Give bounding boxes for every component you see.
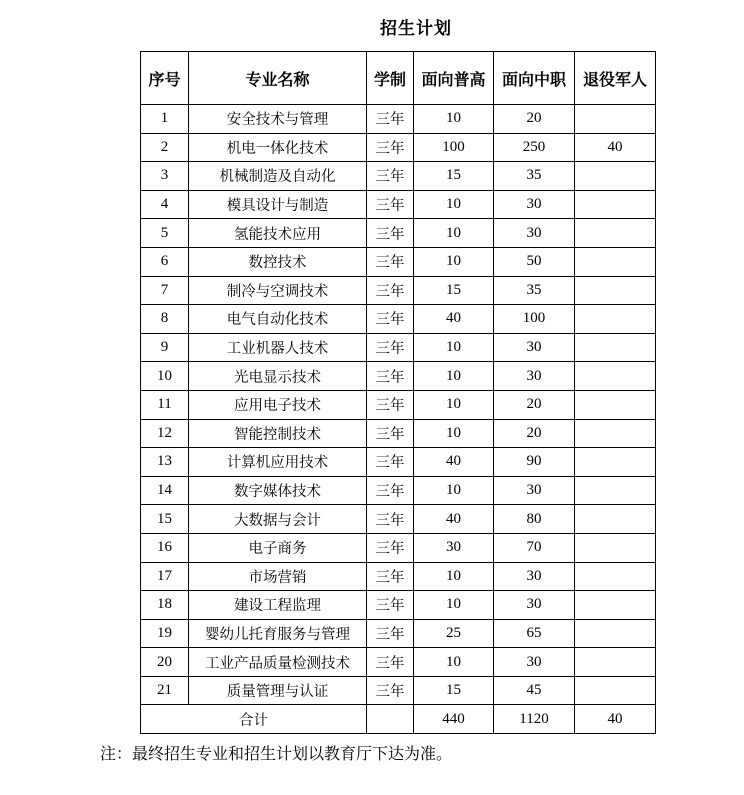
cell-vocational: 30 — [494, 333, 575, 362]
cell-index: 6 — [141, 247, 189, 276]
cell-veteran — [575, 276, 656, 305]
cell-vocational: 35 — [494, 162, 575, 191]
cell-general: 10 — [414, 333, 494, 362]
cell-veteran — [575, 533, 656, 562]
cell-duration: 三年 — [367, 305, 414, 334]
cell-veteran — [575, 362, 656, 391]
table-row — [141, 105, 656, 134]
cell-major: 婴幼儿托育服务与管理 — [189, 619, 367, 648]
cell-vocational: 30 — [494, 562, 575, 591]
cell-major: 计算机应用技术 — [189, 448, 367, 477]
cell-major: 应用电子技术 — [189, 390, 367, 419]
cell-general: 10 — [414, 190, 494, 219]
cell-veteran — [575, 476, 656, 505]
cell-general: 10 — [414, 247, 494, 276]
cell-vocational: 30 — [494, 190, 575, 219]
cell-major: 机械制造及自动化 — [189, 162, 367, 191]
footnote: 注：最终招生专业和招生计划以教育厅下达为准。 — [100, 744, 453, 763]
cell-duration: 三年 — [367, 333, 414, 362]
cell-major: 电子商务 — [189, 533, 367, 562]
cell-major: 电气自动化技术 — [189, 305, 367, 334]
table-row — [141, 562, 656, 591]
cell-major: 市场营销 — [189, 562, 367, 591]
cell-duration: 三年 — [367, 247, 414, 276]
table-row — [141, 162, 656, 191]
cell-general: 10 — [414, 219, 494, 248]
cell-major: 模具设计与制造 — [189, 190, 367, 219]
cell-duration: 三年 — [367, 619, 414, 648]
cell-general: 10 — [414, 648, 494, 677]
cell-general: 10 — [414, 390, 494, 419]
table-row — [141, 591, 656, 620]
cell-index: 15 — [141, 505, 189, 534]
cell-veteran — [575, 505, 656, 534]
table-row — [141, 419, 656, 448]
cell-index: 4 — [141, 190, 189, 219]
cell-general: 15 — [414, 676, 494, 705]
cell-index: 19 — [141, 619, 189, 648]
total-vocational: 1120 — [494, 705, 575, 734]
cell-major: 大数据与会计 — [189, 505, 367, 534]
cell-index: 18 — [141, 591, 189, 620]
table-header-row — [141, 52, 656, 105]
cell-index: 11 — [141, 390, 189, 419]
cell-index: 13 — [141, 448, 189, 477]
cell-duration: 三年 — [367, 648, 414, 677]
cell-veteran — [575, 591, 656, 620]
table-row — [141, 133, 656, 162]
table-row — [141, 505, 656, 534]
cell-general: 10 — [414, 362, 494, 391]
enrollment-plan-table — [140, 51, 656, 734]
cell-index: 12 — [141, 419, 189, 448]
cell-veteran — [575, 247, 656, 276]
cell-general: 30 — [414, 533, 494, 562]
table-row — [141, 476, 656, 505]
cell-index: 20 — [141, 648, 189, 677]
cell-vocational: 50 — [494, 247, 575, 276]
cell-veteran — [575, 390, 656, 419]
cell-veteran — [575, 448, 656, 477]
cell-index: 8 — [141, 305, 189, 334]
cell-vocational: 100 — [494, 305, 575, 334]
cell-major: 数字媒体技术 — [189, 476, 367, 505]
table-row — [141, 219, 656, 248]
total-label: 合计 — [141, 705, 367, 734]
cell-vocational: 30 — [494, 648, 575, 677]
cell-general: 10 — [414, 105, 494, 134]
cell-index: 3 — [141, 162, 189, 191]
cell-vocational: 30 — [494, 591, 575, 620]
total-row — [141, 705, 656, 734]
cell-vocational: 30 — [494, 476, 575, 505]
cell-veteran — [575, 419, 656, 448]
cell-vocational: 35 — [494, 276, 575, 305]
cell-veteran — [575, 162, 656, 191]
cell-index: 16 — [141, 533, 189, 562]
cell-veteran — [575, 333, 656, 362]
table-row — [141, 190, 656, 219]
cell-veteran — [575, 648, 656, 677]
cell-index: 5 — [141, 219, 189, 248]
table-row — [141, 676, 656, 705]
cell-general: 10 — [414, 419, 494, 448]
table-row — [141, 648, 656, 677]
cell-major: 安全技术与管理 — [189, 105, 367, 134]
cell-duration: 三年 — [367, 448, 414, 477]
table-row — [141, 362, 656, 391]
page-title: 招生计划 — [380, 19, 452, 39]
cell-index: 14 — [141, 476, 189, 505]
cell-duration: 三年 — [367, 190, 414, 219]
table-row — [141, 619, 656, 648]
cell-general: 10 — [414, 591, 494, 620]
cell-veteran — [575, 562, 656, 591]
cell-vocational: 20 — [494, 105, 575, 134]
cell-vocational: 30 — [494, 362, 575, 391]
cell-veteran — [575, 190, 656, 219]
cell-veteran — [575, 676, 656, 705]
total-veteran: 40 — [575, 705, 656, 734]
cell-vocational: 20 — [494, 390, 575, 419]
cell-major: 质量管理与认证 — [189, 676, 367, 705]
cell-vocational: 90 — [494, 448, 575, 477]
cell-veteran: 40 — [575, 133, 656, 162]
cell-general: 10 — [414, 476, 494, 505]
cell-duration: 三年 — [367, 505, 414, 534]
cell-duration: 三年 — [367, 533, 414, 562]
table-row — [141, 533, 656, 562]
cell-major: 智能控制技术 — [189, 419, 367, 448]
header-general: 面向普高 — [414, 52, 494, 105]
cell-index: 1 — [141, 105, 189, 134]
cell-vocational: 45 — [494, 676, 575, 705]
cell-major: 光电显示技术 — [189, 362, 367, 391]
cell-veteran — [575, 619, 656, 648]
cell-veteran — [575, 305, 656, 334]
cell-general: 40 — [414, 505, 494, 534]
cell-general: 40 — [414, 305, 494, 334]
cell-duration: 三年 — [367, 591, 414, 620]
cell-duration: 三年 — [367, 133, 414, 162]
header-vocational: 面向中职 — [494, 52, 575, 105]
cell-vocational: 70 — [494, 533, 575, 562]
cell-major: 数控技术 — [189, 247, 367, 276]
cell-duration: 三年 — [367, 276, 414, 305]
cell-index: 21 — [141, 676, 189, 705]
cell-vocational: 80 — [494, 505, 575, 534]
cell-index: 9 — [141, 333, 189, 362]
cell-veteran — [575, 219, 656, 248]
cell-vocational: 65 — [494, 619, 575, 648]
cell-general: 40 — [414, 448, 494, 477]
cell-vocational: 250 — [494, 133, 575, 162]
header-veteran: 退役军人 — [575, 52, 656, 105]
cell-major: 建设工程监理 — [189, 591, 367, 620]
cell-duration: 三年 — [367, 105, 414, 134]
cell-index: 10 — [141, 362, 189, 391]
table-row — [141, 448, 656, 477]
total-general: 440 — [414, 705, 494, 734]
cell-duration: 三年 — [367, 419, 414, 448]
header-major: 专业名称 — [189, 52, 367, 105]
table-row — [141, 247, 656, 276]
cell-general: 10 — [414, 562, 494, 591]
cell-duration: 三年 — [367, 390, 414, 419]
cell-veteran — [575, 105, 656, 134]
cell-duration: 三年 — [367, 362, 414, 391]
cell-duration: 三年 — [367, 476, 414, 505]
cell-vocational: 20 — [494, 419, 575, 448]
cell-vocational: 30 — [494, 219, 575, 248]
cell-major: 机电一体化技术 — [189, 133, 367, 162]
cell-general: 15 — [414, 162, 494, 191]
table-row — [141, 276, 656, 305]
cell-duration: 三年 — [367, 676, 414, 705]
cell-major: 工业产品质量检测技术 — [189, 648, 367, 677]
header-index: 序号 — [141, 52, 189, 105]
table-row — [141, 305, 656, 334]
cell-general: 25 — [414, 619, 494, 648]
cell-index: 17 — [141, 562, 189, 591]
header-duration: 学制 — [367, 52, 414, 105]
cell-major: 制冷与空调技术 — [189, 276, 367, 305]
table-row — [141, 390, 656, 419]
cell-duration: 三年 — [367, 219, 414, 248]
total-duration — [367, 705, 414, 734]
cell-duration: 三年 — [367, 562, 414, 591]
cell-general: 100 — [414, 133, 494, 162]
cell-general: 15 — [414, 276, 494, 305]
cell-major: 氢能技术应用 — [189, 219, 367, 248]
cell-duration: 三年 — [367, 162, 414, 191]
table-body — [141, 105, 656, 705]
cell-index: 7 — [141, 276, 189, 305]
cell-major: 工业机器人技术 — [189, 333, 367, 362]
table-row — [141, 333, 656, 362]
cell-index: 2 — [141, 133, 189, 162]
